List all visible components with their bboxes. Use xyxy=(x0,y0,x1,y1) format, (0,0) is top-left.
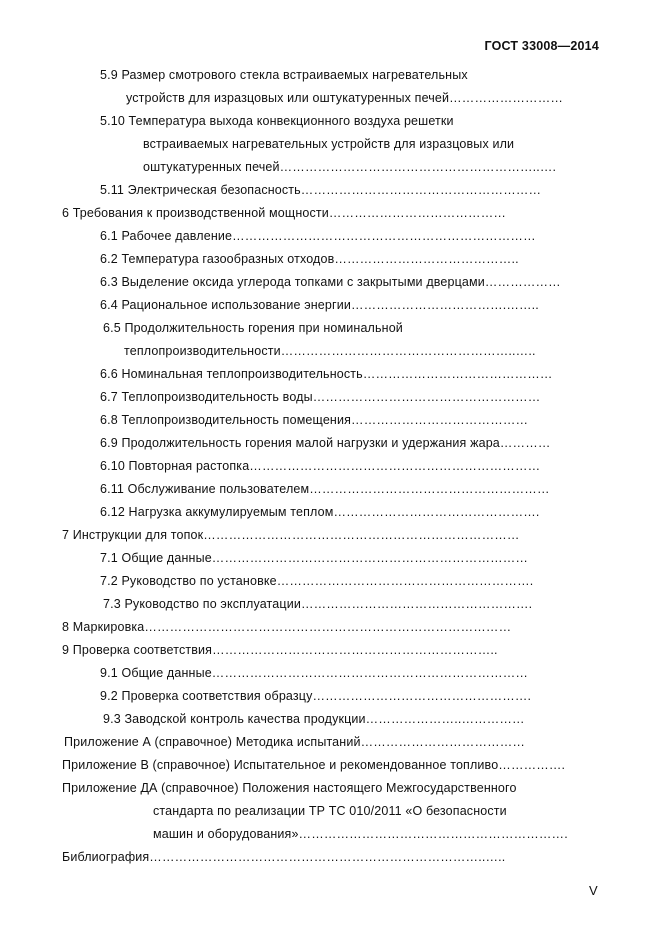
toc-entry-5-9-cont: устройств для изразцовых или оштукатуренных печей……………………… xyxy=(126,91,564,105)
toc-entry-7: 7 Инструкции для топок………………………………………………………………… xyxy=(62,528,520,542)
toc-entry-6-12: 6.12 Нагрузка аккумулируемым теплом…………………………………………. xyxy=(100,505,540,519)
toc-entry-5-10-cont-2: оштукатуренных печей……………………………………………………..…. xyxy=(143,160,557,174)
toc-entry-appendix-da: Приложение ДА (справочное) Положения настоящего Межгосударственного xyxy=(62,781,517,795)
toc-entry-6-6: 6.6 Номинальная теплопроизводительность……………………………………… xyxy=(100,367,553,381)
toc-entry-6-3: 6.3 Выделение оксида углерода топками с закрытыми дверцами……………… xyxy=(100,275,561,289)
toc-entry-appendix-b: Приложение В (справочное) Испытательное и рекомендованное топливо……………. xyxy=(62,758,566,772)
toc-entry-bibliography: Библиография……………………………………………………………………..….. xyxy=(62,850,506,864)
toc-entry-9-1: 9.1 Общие данные………………………………………………………………… xyxy=(100,666,529,680)
toc-entry-appendix-a: Приложение А (справочное) Методика испытаний………………………………… xyxy=(64,735,526,749)
toc-entry-6-10: 6.10 Повторная растопка…………………………………………………………… xyxy=(100,459,541,473)
toc-entry-9-3: 9.3 Заводской контроль качества продукции…………………..…………… xyxy=(103,712,525,726)
toc-entry-6-9: 6.9 Продолжительность горения малой нагрузки и удержания жара………… xyxy=(100,436,551,450)
toc-entry-6-8: 6.8 Теплопроизводительность помещения…………………………………… xyxy=(100,413,529,427)
toc-entry-9-2: 9.2 Проверка соответствия образцу……………………………………………. xyxy=(100,689,532,703)
toc-entry-7-3: 7.3 Руководство по эксплуатации………………………………………………. xyxy=(103,597,533,611)
page-header-standard-code: ГОСТ 33008—2014 xyxy=(484,39,599,53)
toc-entry-6-7: 6.7 Теплопроизводительность воды……………………………………………… xyxy=(100,390,541,404)
toc-entry-6: 6 Требования к производственной мощности…………………………………… xyxy=(62,206,506,220)
toc-entry-appendix-da-cont-1: стандарта по реализации ТР ТС 010/2011 «О безопасности xyxy=(153,804,507,818)
toc-entry-6-4: 6.4 Рациональное использование энергии……………………………….…….. xyxy=(100,298,539,312)
toc-entry-7-1: 7.1 Общие данные………………………………………………………………… xyxy=(100,551,529,565)
toc-entry-6-11: 6.11 Обслуживание пользователем………………………………………………… xyxy=(100,482,550,496)
toc-entry-5-9: 5.9 Размер смотрового стекла встраиваемых нагревательных xyxy=(100,68,468,82)
toc-entry-9: 9 Проверка соответствия………………………………………………………….. xyxy=(62,643,498,657)
toc-entry-6-1: 6.1 Рабочее давление……………………………………………………………… xyxy=(100,229,536,243)
toc-entry-6-5: 6.5 Продолжительность горения при номинальной xyxy=(103,321,403,335)
page-number: V xyxy=(589,883,598,898)
toc-entry-5-10: 5.10 Температура выхода конвекционного воздуха решетки xyxy=(100,114,454,128)
toc-entry-5-10-cont-1: встраиваемых нагревательных устройств для изразцовых или xyxy=(143,137,515,151)
toc-entry-6-5-cont: теплопроизводительности………………………………………………..….. xyxy=(124,344,536,358)
toc-entry-7-2: 7.2 Руководство по установке……………………………………………………. xyxy=(100,574,534,588)
toc-entry-6-2: 6.2 Температура газообразных отходов…………………………………….. xyxy=(100,252,519,266)
toc-entry-appendix-da-cont-2: машин и оборудования»………………………………………………………. xyxy=(153,827,568,841)
toc-entry-8: 8 Маркировка…………………………………………………………………………… xyxy=(62,620,512,634)
toc-entry-5-11: 5.11 Электрическая безопасность………………………………………………… xyxy=(100,183,542,197)
